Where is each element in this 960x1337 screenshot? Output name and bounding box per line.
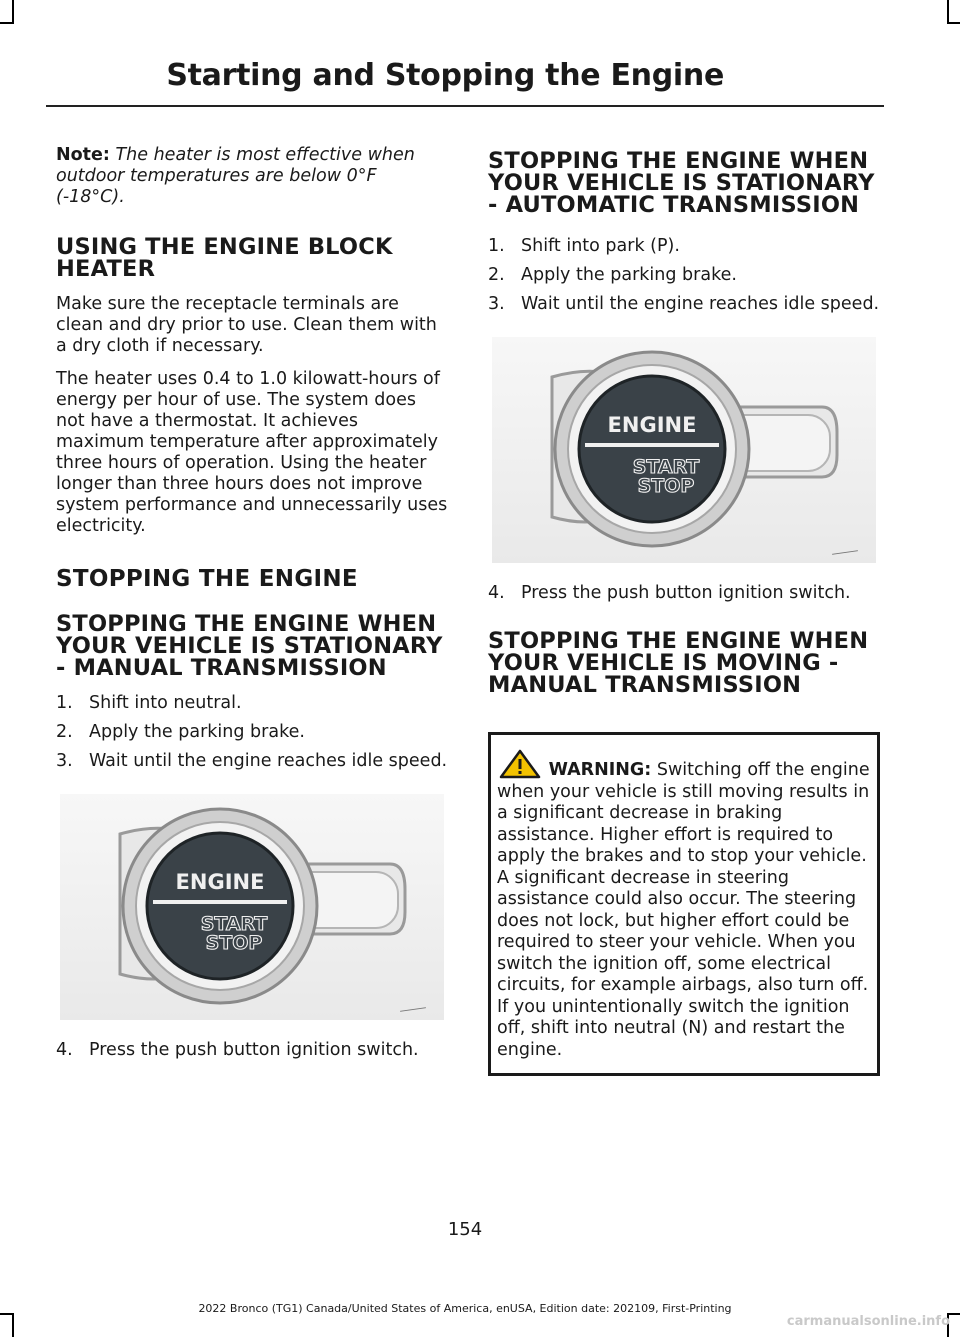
engine-label: ENGINE: [607, 413, 697, 437]
ignition-button-illustration: [492, 337, 876, 563]
note-text: The heater is most effective when outdoor temperatures are below 0°F (-18°C).: [56, 145, 415, 207]
stop-label: STOP: [205, 932, 263, 954]
note: [56, 145, 448, 208]
list-item: 1. Shift into park (P).: [488, 236, 680, 256]
warning-label: WARNING:: [548, 760, 652, 780]
start-label: START: [632, 456, 700, 478]
footer-text: 2022 Bronco (TG1) Canada/United States of America, enUSA, Edition date: 202109, First-Printing: [198, 1302, 732, 1315]
crop-mark: [947, 0, 949, 22]
auto-stationary-heading: STOPPING THE ENGINE WHEN YOUR VEHICLE IS STATIONARY - AUTOMATIC TRANSMISSION: [488, 148, 875, 218]
manual-moving-heading: STOPPING THE ENGINE WHEN YOUR VEHICLE IS MOVING - MANUAL TRANSMISSION: [488, 628, 869, 698]
engine-label: ENGINE: [175, 870, 265, 894]
push-button-ignition-image: [60, 794, 444, 1020]
list-item: 2. Apply the parking brake.: [488, 265, 737, 285]
warning-box: [488, 732, 880, 1076]
stopping-engine-heading: STOPPING THE ENGINE: [56, 566, 358, 592]
push-button-ignition-image: [492, 337, 876, 563]
crop-mark: [12, 0, 14, 22]
list-item: 3. Wait until the engine reaches idle speed.: [488, 294, 880, 314]
right-column: [488, 145, 880, 1076]
auto-stationary-step-4: [488, 583, 880, 604]
list-item: 4. Press the push button ignition switch.: [56, 1040, 419, 1060]
page-number: 154: [447, 1219, 483, 1240]
auto-stationary-steps: [488, 236, 880, 315]
crop-mark: [947, 22, 960, 24]
block-heater-paragraph-2: The heater uses 0.4 to 1.0 kilowatt-hours of energy per hour of use. The system does not have a thermostat. It achieves maximum temperature after approximately three hours of operation. Using the heater longer than three hours does not improve system performance and unnecessarily uses electricity.: [56, 369, 448, 536]
page-title: Starting and Stopping the Engine: [166, 58, 724, 93]
stop-label: STOP: [637, 475, 695, 497]
header-divider: [46, 105, 884, 107]
warning-text: Switching off the engine when your vehicle is still moving results in a significant decrease in braking assistance. Higher effort is required to apply the brakes and to stop your vehicle. A significant decrease in steering assistance could also occur. The steering does not lock, but higher effort could be required to steer your vehicle. When you switch the ignition off, some electrical circuits, for example airbags, also turn off. If you unintentionally switch the ignition off, shift into neutral (N) and restart the engine.: [497, 760, 870, 1060]
list-item: 2. Apply the parking brake.: [56, 722, 305, 742]
note-label: Note:: [56, 145, 110, 165]
list-item: 3. Wait until the engine reaches idle speed.: [56, 751, 448, 771]
block-heater-paragraph-1: Make sure the receptacle terminals are clean and dry prior to use. Clean them with a dry cloth if necessary.: [56, 294, 437, 356]
start-label: START: [200, 913, 268, 935]
manual-stationary-step-4: [56, 1040, 448, 1061]
warning-icon: [497, 749, 543, 779]
crop-mark: [12, 1315, 14, 1337]
block-heater-heading: USING THE ENGINE BLOCK HEATER: [56, 234, 393, 282]
crop-mark: [0, 22, 14, 24]
ignition-button-illustration: [60, 794, 444, 1020]
list-item: 1. Shift into neutral.: [56, 693, 242, 713]
left-column: [56, 145, 448, 1073]
list-item: 4. Press the push button ignition switch.: [488, 583, 851, 603]
watermark: carmanualsonline.info: [786, 1314, 950, 1329]
manual-stationary-steps: [56, 693, 448, 772]
manual-stationary-heading: STOPPING THE ENGINE WHEN YOUR VEHICLE IS STATIONARY - MANUAL TRANSMISSION: [56, 611, 443, 681]
